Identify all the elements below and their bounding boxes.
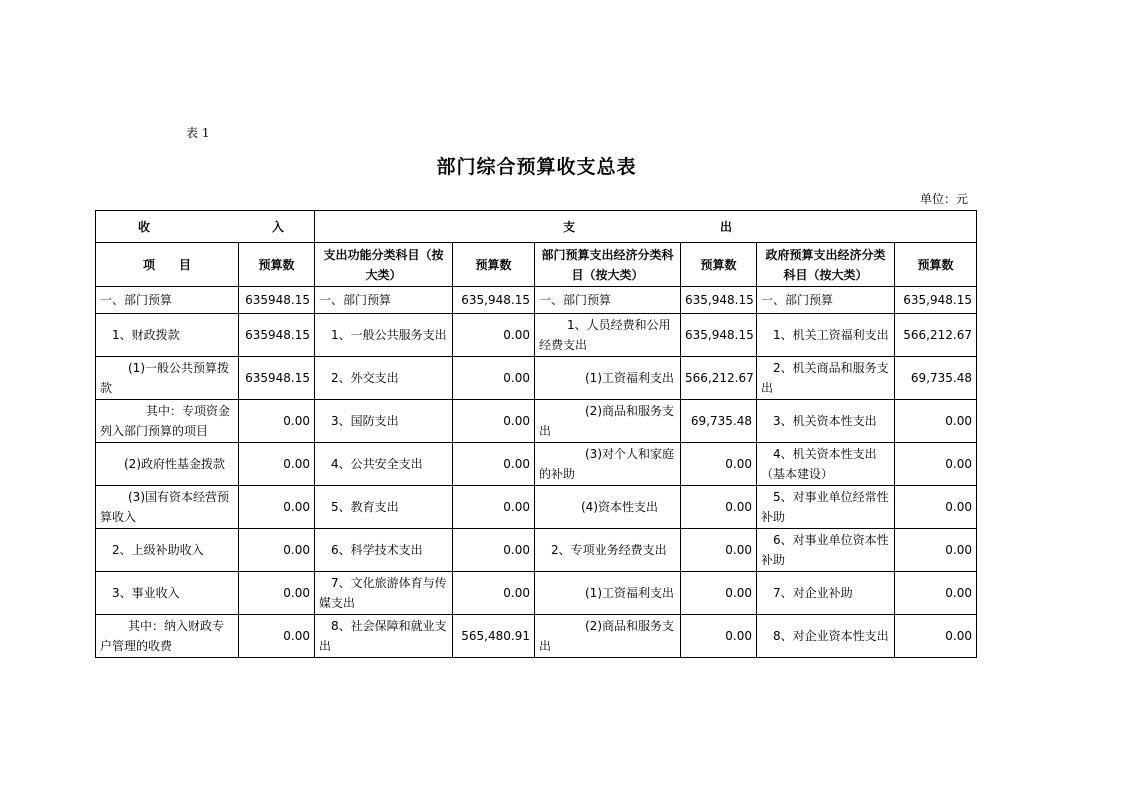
gov-item: 3、机关资本性支出 [757, 400, 895, 443]
col-budget-dept: 预算数 [681, 243, 757, 287]
dept-item: 2、专项业务经费支出 [535, 529, 681, 572]
dept-item: (1)工资福利支出 [585, 371, 674, 385]
func-item: 8、社会保障和就业支出 [319, 619, 447, 653]
func-item: 2、外交支出 [315, 357, 453, 400]
dept-item: (3)对个人和家庭的补助 [539, 447, 674, 481]
income-value: 0.00 [239, 486, 315, 529]
gov-value: 0.00 [895, 400, 977, 443]
func-value: 0.00 [453, 400, 535, 443]
col-gov-econ-class: 政府预算支出经济分类科目（按大类） [757, 243, 895, 287]
gov-value: 635,948.15 [895, 287, 977, 314]
dept-item: (4)资本性支出 [535, 486, 681, 529]
income-header-left: 收 [138, 219, 151, 234]
func-value: 0.00 [453, 486, 535, 529]
gov-item: 8、对企业资本性支出 [757, 615, 895, 658]
income-header [96, 211, 315, 243]
income-item: 其中：纳入财政专户管理的收费 [100, 619, 225, 653]
func-value: 0.00 [453, 314, 535, 357]
expense-header-right: 出 [719, 219, 732, 234]
unit-label: 单位：元 [920, 192, 969, 206]
dept-value: 0.00 [681, 443, 757, 486]
func-value: 565,480.91 [453, 615, 535, 658]
func-value: 0.00 [453, 357, 535, 400]
header-row-top [96, 211, 977, 243]
dept-value: 69,735.48 [681, 400, 757, 443]
dept-value: 635,948.15 [681, 287, 757, 314]
income-item: 一、部门预算 [96, 287, 239, 314]
income-item: 1、财政拨款 [96, 314, 239, 357]
gov-value: 0.00 [895, 572, 977, 615]
dept-item: 一、部门预算 [535, 287, 681, 314]
table-row [96, 443, 977, 486]
dept-item: (2)商品和服务支出 [539, 619, 674, 653]
page-title: 部门综合预算收支总表 [436, 156, 637, 178]
table-row [96, 529, 977, 572]
func-value: 0.00 [453, 443, 535, 486]
func-value: 635,948.15 [453, 287, 535, 314]
gov-value: 0.00 [895, 615, 977, 658]
table-row [96, 287, 977, 314]
func-item: 3、国防支出 [315, 400, 453, 443]
gov-value: 0.00 [895, 486, 977, 529]
func-item: 5、教育支出 [315, 486, 453, 529]
income-value: 0.00 [239, 572, 315, 615]
income-item: 2、上级补助收入 [96, 529, 239, 572]
budget-table [95, 210, 977, 658]
income-item: (3)国有资本经营预算收入 [100, 490, 229, 524]
income-item: (1)一般公共预算拨款 [100, 361, 229, 395]
gov-item: 5、对事业单位经常性补助 [761, 490, 889, 524]
dept-value: 0.00 [681, 615, 757, 658]
income-item: (2)政府性基金拨款 [96, 443, 239, 486]
gov-item: 1、机关工资福利支出 [757, 314, 895, 357]
income-value: 0.00 [239, 400, 315, 443]
col-item: 项 目 [96, 243, 239, 287]
table-row [96, 486, 977, 529]
func-item: 7、文化旅游体育与传媒支出 [319, 576, 447, 610]
table-row [96, 314, 977, 357]
income-value: 0.00 [239, 443, 315, 486]
gov-item: 4、机关资本性支出（基本建设） [761, 447, 877, 481]
dept-value: 635,948.15 [681, 314, 757, 357]
table-row [96, 400, 977, 443]
income-value: 0.00 [239, 529, 315, 572]
gov-item: 2、机关商品和服务支出 [761, 361, 889, 395]
func-item: 1、一般公共服务支出 [315, 314, 453, 357]
col-budget-income: 预算数 [239, 243, 315, 287]
dept-item: (1)工资福利支出 [585, 586, 674, 600]
income-value: 635948.15 [239, 287, 315, 314]
gov-value: 0.00 [895, 529, 977, 572]
dept-value: 0.00 [681, 529, 757, 572]
dept-item: (2)商品和服务支出 [539, 404, 674, 438]
col-budget-func: 预算数 [453, 243, 535, 287]
table-row [96, 357, 977, 400]
dept-item: 1、人员经费和公用经费支出 [539, 318, 671, 352]
func-item: 6、科学技术支出 [315, 529, 453, 572]
dept-value: 566,212.67 [681, 357, 757, 400]
income-item: 其中：专项资金列入部门预算的项目 [100, 404, 231, 438]
table-number: 表 1 [186, 126, 210, 140]
income-header-right: 入 [271, 219, 284, 234]
table-row [96, 572, 977, 615]
income-value: 635948.15 [239, 314, 315, 357]
income-item: 3、事业收入 [96, 572, 239, 615]
col-dept-econ-class: 部门预算支出经济分类科目（按大类） [535, 243, 681, 287]
gov-value: 69,735.48 [895, 357, 977, 400]
gov-item: 7、对企业补助 [757, 572, 895, 615]
col-func-class: 支出功能分类科目（按大类） [315, 243, 453, 287]
table-row [96, 615, 977, 658]
dept-value: 0.00 [681, 486, 757, 529]
gov-value: 566,212.67 [895, 314, 977, 357]
func-value: 0.00 [453, 529, 535, 572]
expense-header [315, 211, 977, 243]
func-item: 一、部门预算 [315, 287, 453, 314]
gov-value: 0.00 [895, 443, 977, 486]
gov-item: 一、部门预算 [757, 287, 895, 314]
dept-value: 0.00 [681, 572, 757, 615]
expense-header-left: 支 [563, 219, 576, 234]
header-row-sub [96, 243, 977, 287]
gov-item: 6、对事业单位资本性补助 [761, 533, 889, 567]
income-value: 0.00 [239, 615, 315, 658]
func-value: 0.00 [453, 572, 535, 615]
income-value: 635948.15 [239, 357, 315, 400]
func-item: 4、公共安全支出 [315, 443, 453, 486]
col-budget-gov: 预算数 [895, 243, 977, 287]
